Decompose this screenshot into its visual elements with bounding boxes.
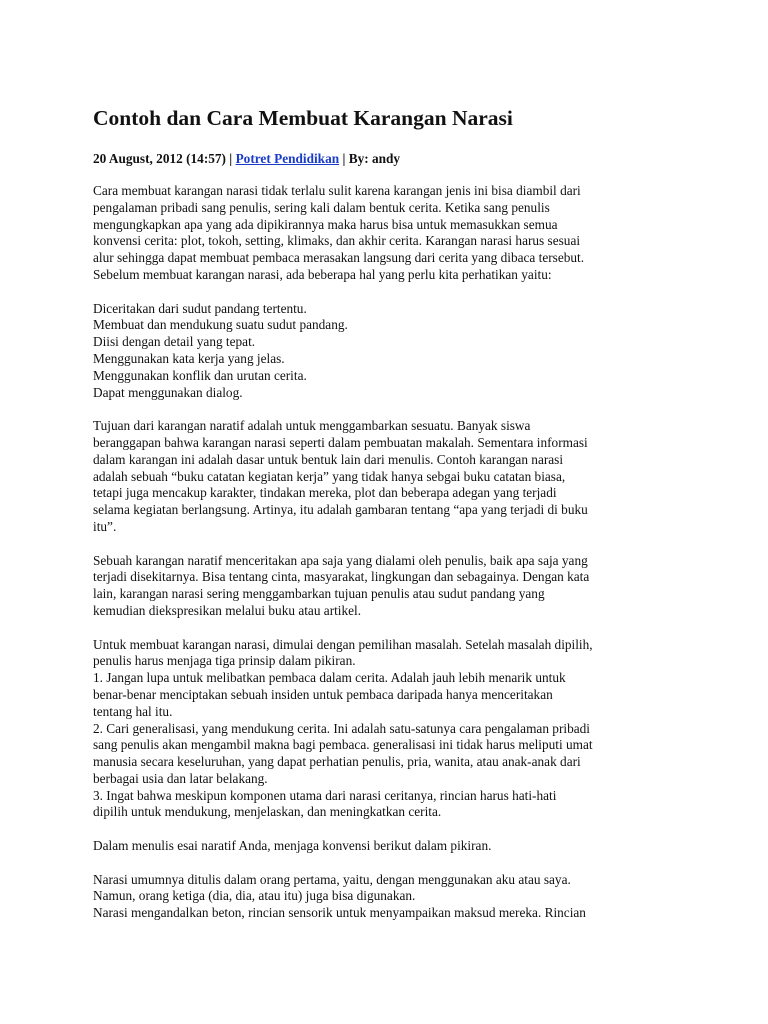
paragraph-gap (93, 536, 677, 553)
text-line: dipilih untuk mendukung, menjelaskan, dan meningkatkan cerita. (93, 804, 442, 820)
post-date: 20 August, 2012 (14:57) (93, 151, 226, 166)
text-line: Membuat dan mendukung suatu sudut pandang. (93, 317, 348, 333)
paragraph (93, 838, 677, 855)
text-line: penulis harus menjaga tiga prinsip dalam pikiran. (93, 653, 356, 669)
paragraph (93, 183, 677, 284)
text-line: Menggunakan kata kerja yang jelas. (93, 350, 285, 366)
post-author: By: andy (348, 151, 401, 166)
text-line: beranggapan bahwa karangan narasi seperti dalam pembuatan makalah. Sementara informasi (93, 434, 588, 450)
text-line: sang penulis akan mengambil makna bagi pembaca. generalisasi ini tidak harus meliputi umat (93, 737, 593, 753)
document-page (93, 0, 677, 1024)
text-line: berbagai usia dan latar belakang. (93, 770, 268, 786)
text-line: itu”. (93, 518, 117, 534)
paragraph (93, 301, 677, 402)
text-line: dalam karangan ini adalah dasar untuk bentuk lain dari menulis. Contoh karangan narasi (93, 451, 564, 467)
text-line: adalah sebuah “buku catatan kegiatan kerja” yang tidak hanya sebgai buku catatan biasa, (93, 468, 566, 484)
article-body (93, 183, 677, 922)
text-line: Diisi dengan detail yang tepat. (93, 334, 256, 350)
text-line: Sebuah karangan naratif menceritakan apa saja yang dialami oleh penulis, baik apa saja yang (93, 552, 588, 568)
paragraph-gap (93, 855, 677, 872)
text-line: alur sehingga dapat membuat pembaca merasakan langsung dari cerita yang dibaca tersebut. (93, 250, 585, 266)
text-line: mengungkapkan apa yang ada dipikirannya maka harus bisa untuk memasukkan semua (93, 216, 558, 232)
meta-separator: | (339, 151, 349, 166)
text-line: 1. Jangan lupa untuk melibatkan pembaca dalam cerita. Adalah jauh lebih menarik untuk (93, 670, 566, 686)
text-line: 3. Ingat bahwa meskipun komponen utama dari narasi ceritanya, rincian harus hati-hati (93, 787, 557, 803)
text-line: Namun, orang ketiga (dia, dia, atau itu) juga bisa digunakan. (93, 888, 416, 904)
paragraph (93, 637, 677, 822)
text-line: kemudian diekspresikan melalui buku atau artikel. (93, 602, 362, 618)
text-line: selama kegiatan berlangsung. Artinya, itu adalah gambaran tentang “apa yang terjadi di buku (93, 502, 588, 518)
paragraph-gap (93, 821, 677, 838)
paragraph (93, 418, 677, 536)
text-line: Diceritakan dari sudut pandang tertentu. (93, 300, 307, 316)
text-line: konvensi cerita: plot, tokoh, setting, klimaks, dan akhir cerita. Karangan narasi harus sesuai (93, 233, 581, 249)
text-line: Cara membuat karangan narasi tidak terlalu sulit karena karangan jenis ini bisa diambil dari (93, 183, 581, 198)
paragraph (93, 872, 677, 922)
text-line: benar-benar menciptakan sebuah insiden untuk pembaca daripada hanya menceritakan (93, 686, 553, 702)
text-line: manusia secara keseluruhan, yang dapat perhatian penulis, pria, wanita, atau anak-anak dari (93, 754, 581, 770)
text-line: Narasi mengandalkan beton, rincian sensorik untuk menyampaikan maksud mereka. Rincian (93, 905, 586, 921)
text-line: Untuk membuat karangan narasi, dimulai dengan pemilihan masalah. Setelah masalah dipilih, (93, 636, 593, 652)
text-line: terjadi disekitarnya. Bisa tentang cinta, masyarakat, lingkungan dan sebagainya. Dengan kata (93, 569, 590, 585)
text-line: Sebelum membuat karangan narasi, ada beberapa hal yang perlu kita perhatikan yaitu: (93, 266, 552, 282)
text-line: Dalam menulis esai naratif Anda, menjaga konvensi berikut dalam pikiran. (93, 838, 492, 854)
text-line: Tujuan dari karangan naratif adalah untuk menggambarkan sesuatu. Banyak siswa (93, 418, 531, 434)
text-line: tentang hal itu. (93, 703, 173, 719)
text-line: Narasi umumnya ditulis dalam orang pertama, yaitu, dengan menggunakan aku atau saya. (93, 871, 571, 887)
article-title: Contoh dan Cara Membuat Karangan Narasi (93, 106, 513, 130)
text-line: lain, karangan narasi sering menggambarkan tujuan penulis atau sudut pandang yang (93, 586, 545, 602)
paragraph (93, 553, 677, 620)
text-line: Dapat menggunakan dialog. (93, 384, 243, 400)
text-line: tetapi juga mencakup karakter, tindakan mereka, plot dan beberapa adegan yang terjadi (93, 485, 557, 501)
text-line: 2. Cari generalisasi, yang mendukung cerita. Ini adalah satu-satunya cara pengalaman pribadi (93, 720, 590, 736)
paragraph-gap (93, 401, 677, 418)
text-line: Menggunakan konflik dan urutan cerita. (93, 367, 307, 383)
paragraph-gap (93, 620, 677, 637)
meta-separator: | (225, 151, 236, 166)
article-meta (93, 150, 677, 167)
paragraph-gap (93, 284, 677, 301)
category-link[interactable]: Potret Pendidikan (235, 151, 340, 166)
text-line: pengalaman pribadi sang penulis, sering kali dalam bentuk cerita. Ketika sang penulis (93, 199, 550, 215)
